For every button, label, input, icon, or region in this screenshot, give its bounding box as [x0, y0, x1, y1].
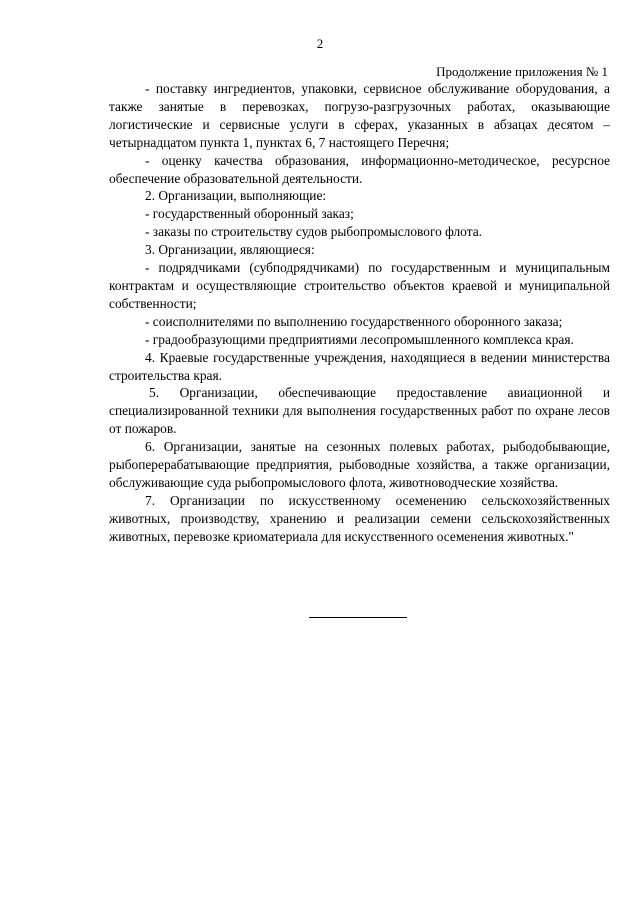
continuation-label: Продолжение приложения № 1 — [436, 64, 608, 79]
closing-divider — [309, 617, 407, 618]
page-number: 2 — [316, 36, 324, 51]
paragraph-item-5: 5. Организации, обеспечивающие предоставление авиационной и специализированной техники для выполнения государственных работ по охране лесов от пожаров. — [109, 385, 610, 437]
paragraph-ingredients-supply: - поставку ингредиентов, упаковки, сервисное обслуживание оборудования, а также занятые в перевозках, погрузо-разгрузочных работах, оказывающие логистические и сервисные услуги в сферах, указанных в абзацах десятом – четырнадцатом пункта 1, пунктах 6, 7 настоящего Перечня; — [109, 81, 610, 150]
paragraph-fishing-fleet-orders: - заказы по строительству судов рыбопромыслового флота. — [145, 224, 483, 240]
paragraph-defense-order: - государственный оборонный заказ; — [145, 206, 354, 222]
paragraph-education-quality: - оценку качества образования, информационно-методическое, ресурсное обеспечение образовательной деятельности. — [109, 152, 610, 186]
paragraph-item-6: 6. Организации, занятые на сезонных полевых работах, рыбодобывающие, рыбоперерабатывающие предприятия, рыбоводные хозяйства, а также организации, обслуживающие суда рыбопромыслового флота, животноводческие хозяйства. — [109, 439, 610, 490]
paragraph-contractors: - подрядчиками (субподрядчиками) по государственным и муниципальным контрактам и осуществляющие строительство объектов краевой и муниципальной собственности; — [109, 260, 610, 311]
paragraph-item-7: 7. Организации по искусственному осеменению сельскохозяйственных животных, производству, хранению и реализации семени сельскохозяйственных животных, перевозке криоматериала для искусственного осеменения животных." — [109, 492, 610, 544]
paragraph-item-2-heading: 2. Организации, выполняющие: — [145, 188, 327, 204]
document-body — [109, 80, 610, 546]
paragraph-item-3-heading: 3. Организации, являющиеся: — [145, 242, 315, 258]
paragraph-item-4: 4. Краевые государственные учреждения, находящиеся в ведении министерства строительства края. — [109, 349, 610, 383]
paragraph-timber-enterprises: - градообразующими предприятиями лесопромышленного комплекса края. — [145, 331, 574, 347]
paragraph-co-executors: - соисполнителями по выполнению государственного оборонного заказа; — [145, 313, 563, 329]
